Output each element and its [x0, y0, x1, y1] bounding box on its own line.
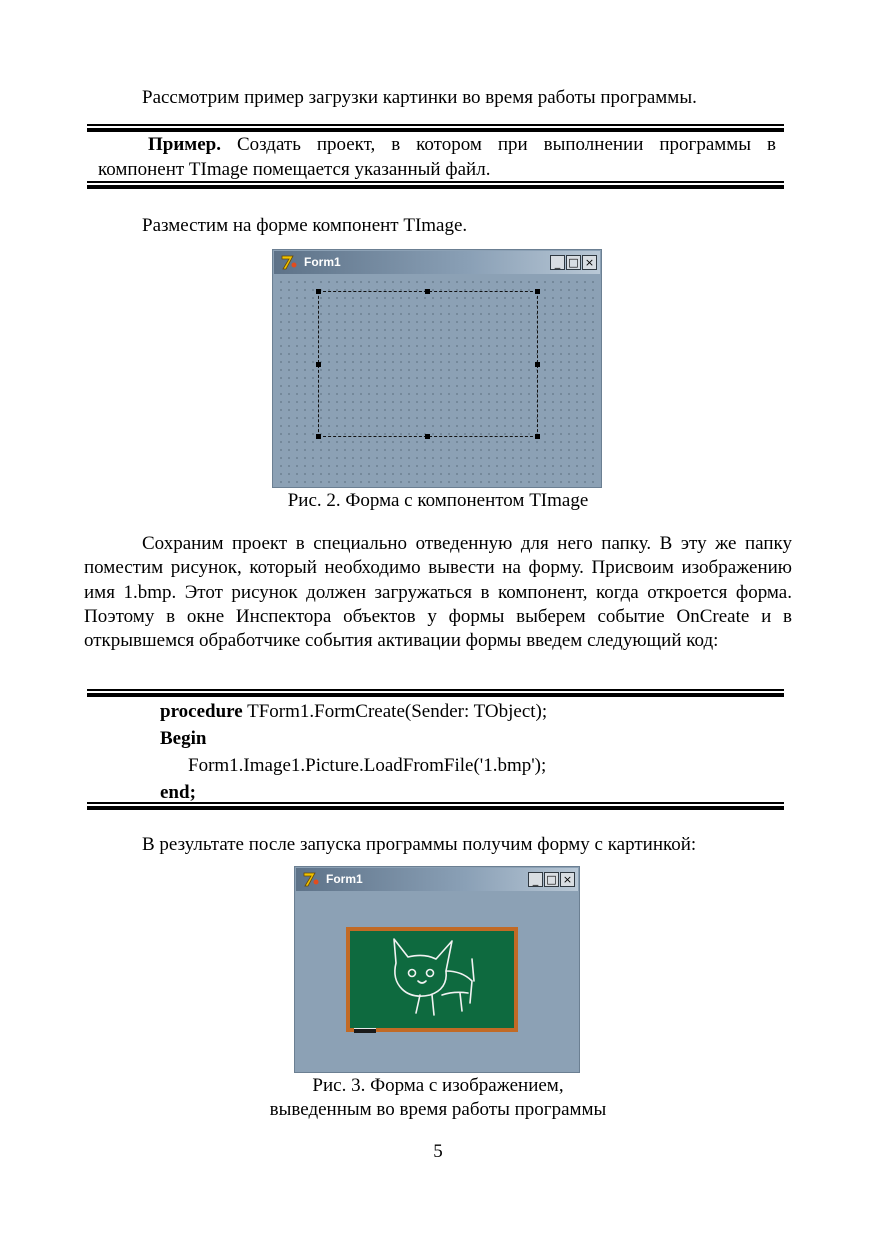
code-line-3: Form1.Image1.Picture.LoadFromFile('1.bmp');	[188, 755, 547, 776]
delphi-app-icon	[280, 254, 298, 271]
code-signature: TForm1.FormCreate(Sender: TObject);	[242, 701, 548, 722]
resize-handle[interactable]	[316, 289, 321, 294]
code-bottom-rule	[87, 802, 784, 810]
form1-title-bar	[296, 868, 578, 891]
keyword-begin: Begin	[160, 728, 207, 749]
cat-drawing	[350, 931, 514, 1028]
example-label: Пример.	[148, 134, 221, 155]
form1-designer-window	[272, 249, 602, 488]
page-number: 5	[433, 1141, 443, 1162]
code-line-2	[160, 725, 547, 752]
resize-handle[interactable]	[316, 434, 321, 439]
resize-handle[interactable]	[425, 434, 430, 439]
figure2-caption: Рис. 2. Форма с компонентом TImage	[287, 490, 589, 511]
resize-handle[interactable]	[316, 362, 321, 367]
chalkboard-image	[346, 927, 518, 1032]
keyword-end: end;	[160, 782, 196, 803]
timage-component[interactable]	[318, 291, 538, 437]
resize-handle[interactable]	[425, 289, 430, 294]
code-line-1	[160, 698, 547, 725]
maximize-button[interactable]: □	[544, 872, 559, 887]
maximize-button[interactable]: □	[566, 255, 581, 270]
example-top-rule	[87, 124, 784, 132]
figure3-caption-line1: Рис. 3. Форма с изображением,	[312, 1075, 564, 1096]
place-component-text: Разместим на форме компонент TImage.	[142, 215, 468, 236]
close-button[interactable]: ×	[560, 872, 575, 887]
close-button[interactable]: ×	[582, 255, 597, 270]
body-paragraph: Сохраним проект в специально отведенную для него папку. В эту же папку поместим рисунок, который необходимо вывести на форму. Присвоим изображению имя 1.bmp. Этот рисунок должен загружаться в компонент, когда откроется форма. Поэтому в окне Инспектора объектов у формы выберем событие OnCreate и в открывшемся обработчике события активации формы введем следующий код:	[84, 533, 792, 652]
resize-handle[interactable]	[535, 362, 540, 367]
chalkboard-eraser	[354, 1028, 376, 1033]
form1-title: Form1	[304, 255, 341, 269]
result-text: В результате после запуска программы получим форму с картинкой:	[142, 834, 697, 855]
keyword-procedure: procedure	[160, 701, 243, 722]
form1-title: Form1	[326, 872, 363, 886]
figure3-caption-line2: выведенным во время работы программы	[269, 1099, 607, 1120]
example-text: Создать проект, в котором при выполнении программы в компонент TImage помещается указанный файл.	[98, 134, 776, 180]
resize-handle[interactable]	[535, 434, 540, 439]
form1-runtime-window	[294, 866, 580, 1073]
code-top-rule	[87, 689, 784, 697]
minimize-button[interactable]: _	[528, 872, 543, 887]
resize-handle[interactable]	[535, 289, 540, 294]
form1-title-bar	[274, 251, 600, 274]
delphi-app-icon	[302, 871, 320, 888]
code-block	[160, 698, 547, 806]
minimize-button[interactable]: _	[550, 255, 565, 270]
example-bottom-rule	[87, 181, 784, 189]
intro-text: Рассмотрим пример загрузки картинки во время работы программы.	[142, 87, 697, 108]
example-block	[98, 133, 776, 182]
